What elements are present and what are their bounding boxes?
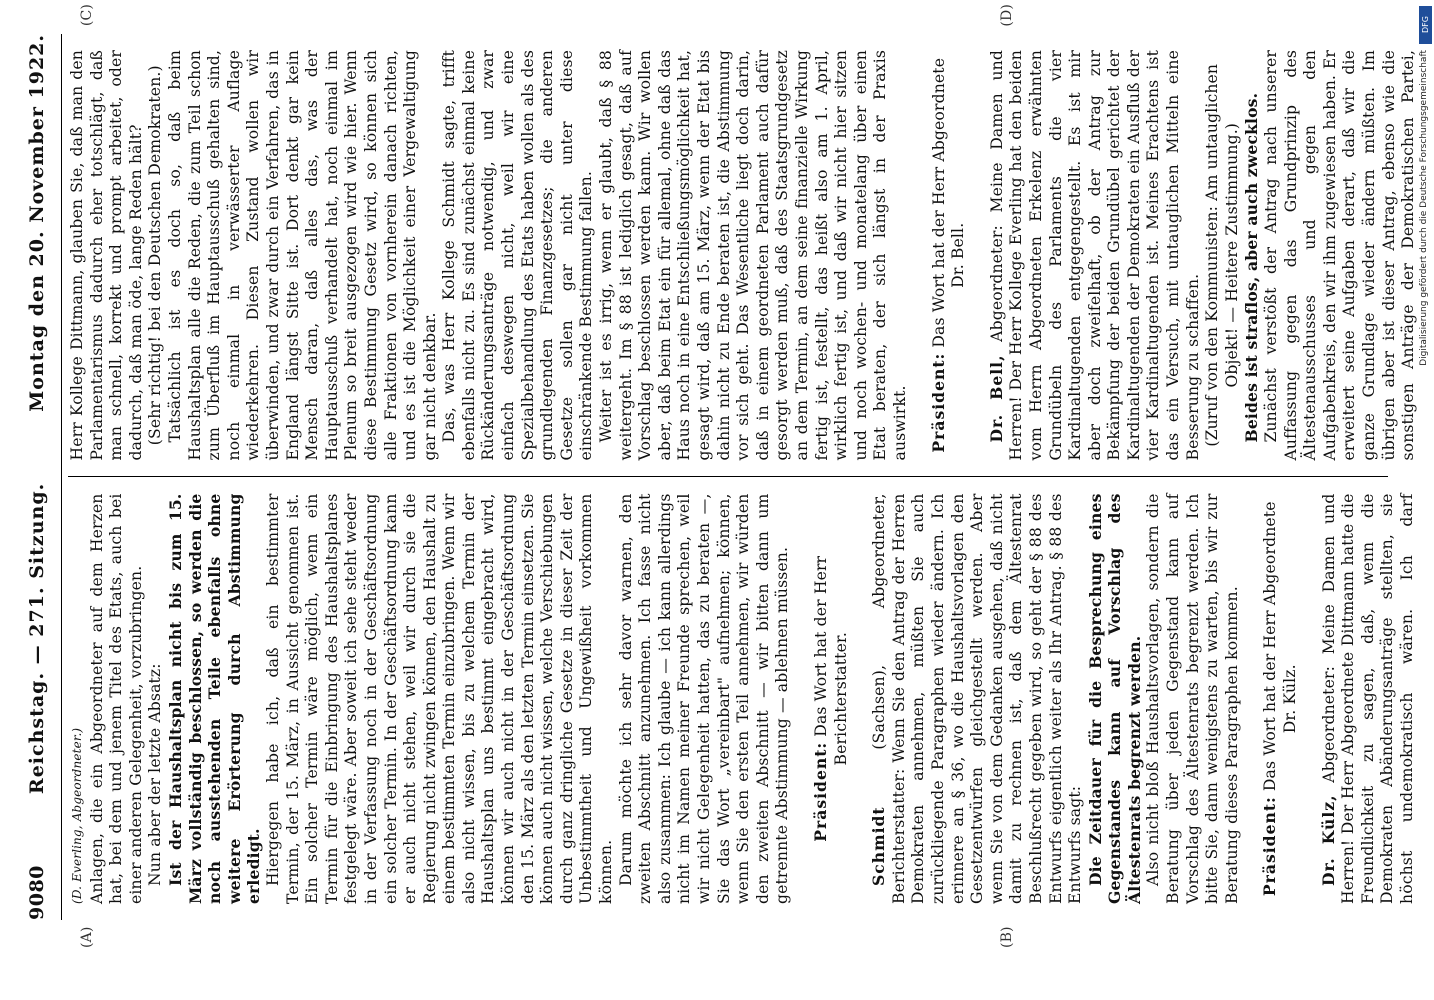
paragraph: Also nicht bloß Haushaltsvorlagen, sondern die Beratung über jeden Gegenstand kann auf Vorschlag des Ältestenrats begrenzt werden. Ich bitte Sie, dann wenigstens zu warten, bis wir zur Beratung dieses Paragraphen kommen. bbox=[1144, 493, 1241, 904]
speaker-continuation: (D. Everling, Abgeordneter.) bbox=[70, 727, 84, 904]
page-header bbox=[26, 34, 62, 920]
margin-marker-b: (B) bbox=[999, 926, 1015, 948]
text-columns bbox=[68, 4, 1418, 948]
dfg-logo: DFG bbox=[1419, 6, 1432, 44]
interjection: (Zuruf von den Kommunisten: Am untauglichen Objekt! — Heitere Zustimmung.) bbox=[1203, 63, 1241, 447]
page-number: 9080 bbox=[26, 865, 48, 920]
speaker-text: Das Wort hat der Herr Abgeordnete Dr. Bell. bbox=[929, 57, 968, 348]
left-column bbox=[68, 478, 1416, 948]
paragraph: Herr Kollege Dittmann, glauben Sie, daß man den Parlamentarismus dadurch eher totschlägt, daß man schnell, korrekt und prompt arbeitet, oder dadurch, daß man öde, lange Reden hält? bbox=[68, 50, 145, 461]
speech-paragraph bbox=[869, 494, 1086, 905]
speaker-name: Präsident: bbox=[810, 741, 830, 842]
speech-text: Abgeordneter: Meine Damen und Herren! Der Herr Abgeordnete Dittmann hatte die Freundlichkeit zu sagen, daß, wenn die Demokraten Abänderungsanträge stellten, sie höchst undemokratisch wären. Ich darf bbox=[1319, 493, 1416, 904]
quoted-rule: Ist der Haushaltsplan nicht bis zum 15. März vollständig beschlossen, so werden die noch ausstehenden Teile ebenfalls ohne weitere Erörterung durch Abstimmung erledigt. bbox=[165, 493, 264, 904]
speaker-text: Das Wort hat der Herr Abgeordnete Dr. Külz. bbox=[1261, 501, 1300, 792]
paragraph: Nun aber der letzte Absatz: bbox=[146, 663, 165, 886]
speaker-text: Das Wort hat der Herr Berichterstatter. bbox=[811, 555, 850, 766]
speech-paragraph bbox=[1319, 494, 1420, 905]
paragraph: Weiter ist es irrig, wenn er glaubt, daß § 88 weitergeht. Im § 88 ist lediglich gesagt, daß auf Vorschlag beschlossen werden kann. Wir wollen aber, daß beim Etat ein für allemal, ohne daß das Haus noch in eine Entschließungsmöglichkeit hat, gesagt wird, daß am 15. März, wenn der Etat bis dahin nicht zu Ende beraten ist, die Abstimmung vor sich geht. Das Wesentliche liegt doch darin, daß in einem geordneten Parlament auch dafür gesorgt werden muß, daß des Staatsgrundgesetz an dem Termin, an dem seine finanzielle Wirkung fertig ist, festellt, das heißt also am 1. April, wirklich fertig ist, und daß wir nicht hier sitzen und noch wochen- und monatelang über einen Etat beraten, der sich längst in der Praxis auswirkt. bbox=[597, 50, 909, 461]
quoted-rule: Die Zeitdauer für die Besprechung eines Gegenstandes kann auf Vorschlag des Ältestenrats begrenzt werden. bbox=[1085, 493, 1144, 904]
speech-text: Abgeordneter: Meine Damen und Herren! Der Herr Kollege Everling hat den beiden vom Herrn Abgeordneten Erkelenz erwähnten Grundübeln des Parlaments die vier Kardinaltugenden entgegengestellt. Es ist mir aber doch zweifelhaft, ob der Antrag zur Bekämpfung der beiden Grundübel gerichtet der Kardinaltugenden der Demokraten ein Ausfluß der vier Kardinaltugenden ist. Meines Erachtens ist das ein Versuch, mit untauglichen Mitteln eine Besserung zu schaffen. bbox=[987, 50, 1202, 461]
speaker-name: Präsident: bbox=[928, 352, 948, 453]
paragraph: Zunächst verstößt der Antrag nach unserer Auffassung gegen das Grundprinzip des Ältestenausschusses und gegen den Aufgabenkreis, den wir ihm zugewiesen haben. Er erweitert seine Aufgaben derart, daß wir die ganze Grundlage wieder ändern müßten. Im übrigen aber ist dieser Antrag, ebenso wie die sonstigen Anträge der Demokratischen Partei, bbox=[1262, 50, 1418, 461]
paragraph: Beides ist straflos, aber auch zwecklos. bbox=[1242, 92, 1262, 443]
speaker-name: Präsident: bbox=[1260, 796, 1280, 897]
session-date: Montag den 20. November 1922. bbox=[26, 34, 48, 412]
digitization-sidebar bbox=[1418, 0, 1434, 1000]
paragraph: Tatsächlich ist es doch so, daß beim Haushaltsplan alle die Reden, die zum Teil schon zum Überfluß im Hauptausschuß gehalten sind, noch einmal in verwässerter Auflage wiederkehren. Diesen Zustand wollen wir überwinden, und zwar durch ein Verfahren, das in England längst Sitte ist. Dort denkt gar kein Mensch daran, daß alles das, was der Hauptausschuß verhandelt hat, noch einmal im Plenum so breit ausgezogen wird wie hier. Wenn diese Bestimmung Gesetz wird, so können sich alle Fraktionen von vornherein danach richten, und es ist die Möglichkeit einer Vergewaltigung gar nicht denkbar. bbox=[165, 50, 439, 461]
paragraph: Darum möchte ich sehr davor warnen, den zweiten Abschnitt anzunehmen. Ich fasse nicht also zusammen: Ich glaube — ich kann allerdings nicht im Namen meiner Freunde sprechen, weil wir nicht Gelegenheit hatten, das zu beraten —, Sie das Wort „vereinbart" aufnehmen; können, wenn Sie den ersten Teil annehmen, wir würden den zweiten Abschnitt — wir bitten dann um getrennte Abstimmung — ablehnen müssen. bbox=[616, 493, 792, 904]
speaker-line bbox=[811, 494, 851, 905]
speaker-name: Dr. Bell, bbox=[986, 354, 1006, 443]
margin-marker-c: (C) bbox=[79, 4, 95, 27]
paragraph: Hiergegen habe ich, daß ein bestimmter Termin, der 15. März, in Aussicht genommen ist. Ein solcher Termin wäre möglich, wenn ein Termin für die Einbringung des Haushaltsplanes festgelegt wäre. Aber soweit ich sehe steht weder in der Verfassung noch in der Geschäftsordnung ein solcher Termin. In der Geschäftsordnung kann er auch nicht stehen, weil wir durch sie die Regierung nicht zwingen können, den Haushalt zu einem bestimmten Termin einzubringen. Wenn wir also nicht wissen, bis zu welchem Termin der Haushaltsplan uns bestimmt eingebracht wird, können wir auch nicht in der Geschäftsordnung den 15. März als den letzten Termin einsetzen. Sie können auch nicht wissen, welche Verschiebungen durch ganz dringliche Gesetze in dieser Zeit der Unbestimmtheit und Ungewißheit vorkommen können. bbox=[263, 493, 616, 904]
paragraph: Anlagen, die ein Abgeordneter auf dem Herzen hat, bei dem und jenem Titel des Etats, auch bei einer anderen Gelegenheit, vorzubringen. bbox=[87, 493, 145, 904]
running-title: Reichstag. — 271. Sitzung. bbox=[26, 482, 48, 795]
margin-marker-a: (A) bbox=[79, 926, 95, 948]
paragraph: Das, was Herr Kollege Schmidt sagte, trifft ebenfalls nicht zu. Es sind zunächst einmal keine Rückänderungsanträge notwendig, und zwar einfach deswegen nicht, weil wir eine Spezialbehandlung des Etats haben wollen als des grundlegenden Finanzgesetzes; die anderen Gesetze sollen gar nicht unter diese einschränkende Bestimmung fallen. bbox=[440, 50, 596, 461]
right-column bbox=[68, 4, 1418, 478]
speaker-line bbox=[1260, 494, 1300, 905]
speech-text: (Sachsen), Abgeordneter, Berichterstatter: Wenn Sie den Antrag der Herren Demokraten annehmen, müßten Sie auch zurückliegende Paragraphen wieder ändern. Ich erinnere an § 36, wo die Haushaltsvorlagen den Gesetzentwürfen gleichgestellt werden. Aber wenn Sie von dem Gedanken ausgehen, daß nicht damit zu rechnen ist, daß dem Ältestenrat Beschlußrecht gegeben wird, so geht der § 88 des Entwurfs eigentlich weiter als Ihr Antrag. § 88 des Entwurfs sagt: bbox=[870, 493, 1085, 904]
margin-marker-d: (D) bbox=[999, 4, 1015, 27]
speaker-line bbox=[929, 50, 969, 461]
speech-paragraph bbox=[987, 50, 1204, 461]
interjection: (Sehr richtig! bei den Deutschen Demokraten.) bbox=[146, 65, 165, 446]
speaker-name: Dr. Külz, bbox=[1318, 794, 1338, 886]
funding-note: Digitalisierung gefördert durch die Deutsche Forschungsgemeinschaft bbox=[1419, 50, 1429, 366]
speaker-name: Schmidt bbox=[869, 806, 889, 886]
